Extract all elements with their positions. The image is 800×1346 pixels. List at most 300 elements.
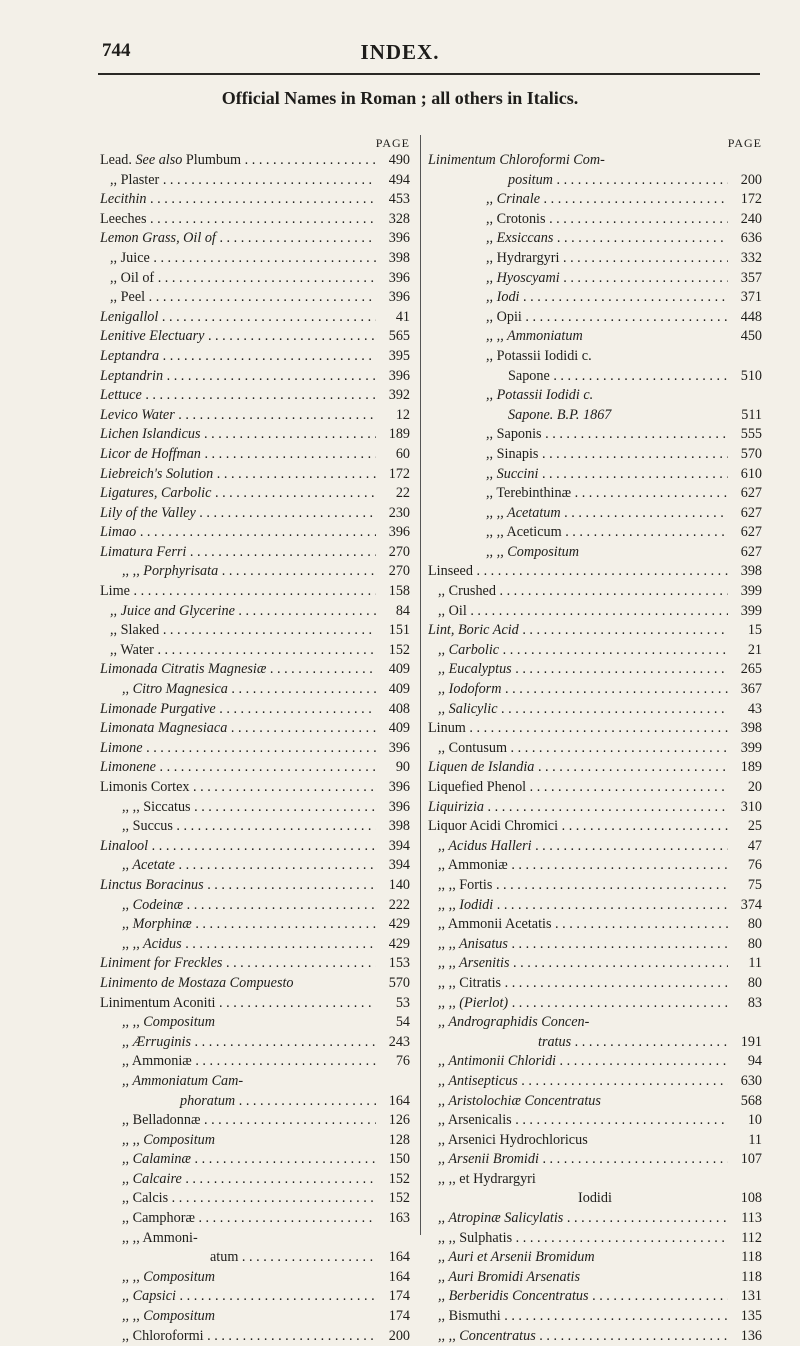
entry-page: 83 [728,994,762,1014]
entry-page: 10 [728,1111,762,1131]
index-entry [428,484,762,504]
entry-name: ,, Acetate . . . [100,856,376,876]
index-entry [428,935,762,955]
index-entry [100,876,410,896]
entry-name: ,, Chloroformi . . . [100,1327,376,1346]
index-entry [100,739,410,759]
index-entry [428,582,762,602]
index-entry [100,288,410,308]
entry-page: 21 [728,641,762,661]
entry-name: Licor de Hoffman . . . [100,445,376,465]
entry-page: 108 [728,1189,762,1209]
entry-page: 200 [728,171,762,191]
index-entry [100,1092,410,1112]
entry-name: ,, Oil of . . . [100,269,376,289]
entry-page: 399 [728,602,762,622]
index-entry [428,1248,762,1268]
entry-page: 374 [728,896,762,916]
index-entry [100,700,410,720]
index-entry [428,817,762,837]
entry-name: ,, ,, et Hydrargyri [438,1170,536,1187]
entry-name: Linctus Boracinus . . . [100,876,376,896]
entry-page: 395 [376,347,410,367]
entry-page: 409 [376,660,410,680]
entry-name: ,, Exsiccans . . . [428,229,728,249]
entry-name: tratus . . . [428,1033,728,1053]
entry-page: 270 [376,562,410,582]
entry-name: ,, ,, Aceticum . . . [428,523,728,543]
index-entry [100,1248,410,1268]
entry-page: 409 [376,719,410,739]
entry-page: 118 [728,1268,762,1288]
index-entry [100,935,410,955]
entry-name: Sapone. B.P. 1867 [508,406,612,423]
entry-name: ,, Ammoniæ . . . [100,1052,376,1072]
entry-name: ,, Andrographidis Concen- [438,1014,590,1031]
entry-page: 490 [376,151,410,171]
entry-page: 172 [728,190,762,210]
entry-page: 76 [376,1052,410,1072]
entry-name: Limatura Ferri . . . [100,543,376,563]
entry-name: ,, Juice and Glycerine . . . [100,602,376,622]
entry-page: 367 [728,680,762,700]
index-entry [428,856,762,876]
entry-page: 494 [376,171,410,191]
index-entry [100,229,410,249]
right-page-label: PAGE [727,136,762,150]
entry-page: 396 [376,739,410,759]
entry-name: ,, Capsici . . . [100,1287,376,1307]
entry-name: ,, Antisepticus . . . [428,1072,728,1092]
index-entry [428,1209,762,1229]
entry-page: 398 [728,719,762,739]
entry-name: Liniment for Freckles . . . [100,954,376,974]
entry-name: ,, Eucalyptus . . . [428,660,728,680]
entry-name: ,, Auri et Arsenii Bromidum [438,1249,595,1266]
entry-name: ,, Citro Magnesica . . . [100,680,376,700]
entry-page: 398 [376,817,410,837]
entry-name: ,, Calaminæ . . . [100,1150,376,1170]
entry-page: 80 [728,935,762,955]
entry-page: 80 [728,974,762,994]
entry-name: ,, ,, Arsenitis . . . [428,954,728,974]
index-entry [428,876,762,896]
left-column [100,135,410,1346]
index-entry [428,739,762,759]
entry-name: ,, Ammoniæ . . . [428,856,728,876]
index-entry [100,523,410,543]
entry-page: 163 [376,1209,410,1229]
entry-name: atum . . . [100,1248,376,1268]
index-entry [428,1229,762,1249]
entry-page: 136 [728,1327,762,1346]
entry-name: Lichen Islandicus . . . [100,425,376,445]
index-entry [100,837,410,857]
entry-page: 450 [728,327,762,347]
entry-name: ,, ,, Acidus . . . [100,935,376,955]
entry-page: 151 [376,621,410,641]
entry-name: Leptandrin . . . [100,367,376,387]
entry-name: ,, Opii . . . [428,308,728,328]
entry-name: ,, Iodi . . . [428,288,728,308]
index-entry [100,798,410,818]
index-entry [100,602,410,622]
entry-name: Iodidi [578,1190,612,1207]
entry-page: 11 [728,954,762,974]
index-entry [428,621,762,641]
index-entry [100,269,410,289]
entry-name: ,, Aristolochiæ Concentratus [438,1092,601,1109]
index-entry [428,504,762,524]
index-entry [100,347,410,367]
entry-name: ,, Juice . . . [100,249,376,269]
entry-name: Lily of the Valley . . . [100,504,376,524]
index-entry [428,171,762,191]
index-entry [100,367,410,387]
index-entry [428,190,762,210]
entry-name: Limonade Purgative . . . [100,700,376,720]
entry-name: Lenitive Electuary . . . [100,327,376,347]
entry-page: 80 [728,915,762,935]
index-entry [100,386,410,406]
index-entry [428,1327,762,1346]
index-entry [100,484,410,504]
entry-page: 627 [728,484,762,504]
entry-name: Leeches . . . [100,210,376,230]
entry-name: ,, Auri Bromidi Arsenatis [438,1268,581,1285]
entry-name: ,, Calcis . . . [100,1189,376,1209]
entry-page: 128 [376,1131,410,1151]
index-entry [100,504,410,524]
index-entry [428,288,762,308]
entry-name: ,, ,, Acetatum . . . [428,504,728,524]
entry-name: ,, ,, Fortis . . . [428,876,728,896]
column-divider [420,135,421,1235]
entry-name: ,, Arsenicalis . . . [428,1111,728,1131]
entry-name: ,, Potassii Iodidi c. [486,347,592,364]
entry-name: ,, Slaked . . . [100,621,376,641]
entry-page: 429 [376,915,410,935]
index-entry [428,445,762,465]
entry-name: ,, ,, (Pierlot) . . . [428,994,728,1014]
entry-page: 174 [376,1307,410,1327]
index-entry [428,1307,762,1327]
entry-name: Lime . . . [100,582,376,602]
index-entry [428,915,762,935]
entry-name: ,, Ammoniatum Cam- [122,1072,244,1089]
entry-name: ,, Morphinæ . . . [100,915,376,935]
entry-page: 429 [376,935,410,955]
entry-page: 75 [728,876,762,896]
index-entry [428,1052,762,1072]
index-entry [428,308,762,328]
entry-page: 396 [376,367,410,387]
entry-name: ,, Ærruginis . . . [100,1033,376,1053]
index-entry [100,1189,410,1209]
entry-name: Liquor Acidi Chromici . . . [428,817,728,837]
index-entry [100,1229,410,1249]
section-title: Official Names in Roman ; all others in Italics. [221,88,579,108]
entry-page: 627 [728,523,762,543]
entry-name: ,, Antimonii Chloridi . . . [428,1052,728,1072]
page-number: 744 [102,40,131,61]
index-entry [428,837,762,857]
entry-name: ,, Atropinæ Salicylatis . . . [428,1209,728,1229]
entry-name: Lemon Grass, Oil of . . . [100,229,376,249]
entry-page: 270 [376,543,410,563]
entry-page: 555 [728,425,762,445]
entry-page: 328 [376,210,410,230]
index-entry [428,778,762,798]
index-entry [100,1150,410,1170]
entry-name: ,, Potassii Iodidi c. [486,387,594,404]
index-entry [428,406,762,426]
index-entry [100,171,410,191]
right-column [428,135,762,1346]
entry-name: Sapone . . . [428,367,728,387]
entry-page: 453 [376,190,410,210]
index-entry [100,856,410,876]
entry-name: ,, Water . . . [100,641,376,661]
index-entry [100,190,410,210]
entry-page: 164 [376,1268,410,1288]
entry-page: 565 [376,327,410,347]
left-page-label: PAGE [375,136,410,150]
entry-page: 152 [376,1189,410,1209]
entry-page: 570 [728,445,762,465]
index-entry [428,1033,762,1053]
entry-page: 153 [376,954,410,974]
index-entry [428,1189,762,1209]
entry-page: 392 [376,386,410,406]
entry-page: 243 [376,1033,410,1053]
entry-page: 94 [728,1052,762,1072]
entry-name: Linalool . . . [100,837,376,857]
entry-name: ,, Camphoræ . . . [100,1209,376,1229]
left-entries [100,151,410,1346]
index-entry [428,1131,762,1151]
index-entry [428,327,762,347]
index-entry [428,994,762,1014]
entry-name: ,, Hydrargyri . . . [428,249,728,269]
entry-name: Limonata Magnesiaca . . . [100,719,376,739]
index-entry [100,680,410,700]
index-entry [428,229,762,249]
entry-page: 84 [376,602,410,622]
entry-name: ,, Terebinthinæ . . . [428,484,728,504]
entry-page: 310 [728,798,762,818]
index-entry [428,758,762,778]
index-entry [100,582,410,602]
entry-page: 240 [728,210,762,230]
index-entry [428,562,762,582]
entry-name: ,, ,, Porphyrisata . . . [100,562,376,582]
index-entry [428,1092,762,1112]
entry-name: ,, ,, Citratis . . . [428,974,728,994]
index-entry [100,1268,410,1288]
entry-page: 25 [728,817,762,837]
entry-name: Liquen de Islandia . . . [428,758,728,778]
entry-name: ,, Oil . . . [428,602,728,622]
entry-page: 396 [376,523,410,543]
index-entry [428,1072,762,1092]
entry-page: 20 [728,778,762,798]
entry-name: Liquefied Phenol . . . [428,778,728,798]
index-entry [100,1287,410,1307]
entry-page: 398 [728,562,762,582]
index-entry [100,406,410,426]
index-entry [100,896,410,916]
entry-page: 396 [376,798,410,818]
entry-page: 570 [376,974,410,994]
entry-name: ,, Calcaire . . . [100,1170,376,1190]
index-entry [100,1131,410,1151]
entry-name: ,, Salicylic . . . [428,700,728,720]
entry-name: ,, Contusum . . . [428,739,728,759]
entry-name: ,, Crinale . . . [428,190,728,210]
index-entry [100,758,410,778]
index-entry [100,1307,410,1327]
entry-page: 396 [376,229,410,249]
index-entry [428,151,762,171]
entry-name: Linimentum Chloroformi Com- [428,152,605,168]
entry-name: ,, Plaster . . . [100,171,376,191]
entry-page: 90 [376,758,410,778]
entry-name: phoratum . . . [100,1092,376,1112]
index-entry [428,660,762,680]
index-entry [428,465,762,485]
index-entry [100,974,410,994]
entry-name: ,, Arsenici Hydrochloricus [438,1131,588,1148]
entry-name: ,, Ammonii Acetatis . . . [428,915,728,935]
index-entry [428,367,762,387]
entry-page: 60 [376,445,410,465]
index-entry [428,680,762,700]
entry-name: Lecithin . . . [100,190,376,210]
entry-name: Lead. See also Plumbum . . . [100,151,376,171]
index-entry [100,660,410,680]
index-entry [100,817,410,837]
index-entry [100,327,410,347]
entry-name: ,, ,, Compositum [122,1308,216,1325]
index-entry [428,347,762,367]
entry-name: Limone . . . [100,739,376,759]
index-entry [100,778,410,798]
entry-page: 107 [728,1150,762,1170]
entry-page: 396 [376,778,410,798]
index-entry [428,602,762,622]
entry-page: 76 [728,856,762,876]
entry-name: Linum . . . [428,719,728,739]
entry-name: ,, Saponis . . . [428,425,728,445]
entry-name: ,, ,, Concentratus . . . [428,1327,728,1346]
entry-page: 15 [728,621,762,641]
entry-name: Limonis Cortex . . . [100,778,376,798]
index-entry [428,1170,762,1190]
entry-page: 152 [376,641,410,661]
entry-page: 158 [376,582,410,602]
index-entry [428,249,762,269]
entry-page: 152 [376,1170,410,1190]
index-entry [428,523,762,543]
index-entry [428,1287,762,1307]
entry-page: 394 [376,837,410,857]
index-entry [428,700,762,720]
index-entry [100,1170,410,1190]
entry-page: 112 [728,1229,762,1249]
index-entry [100,1013,410,1033]
entry-name: ,, ,, Ammoniatum [486,328,583,345]
index-entry [428,1268,762,1288]
entry-page: 126 [376,1111,410,1131]
entry-name: ,, Crotonis . . . [428,210,728,230]
index-entry [428,1150,762,1170]
index-entry [100,1327,410,1346]
entry-page: 568 [728,1092,762,1112]
entry-page: 610 [728,465,762,485]
entry-page: 399 [728,582,762,602]
entry-page: 131 [728,1287,762,1307]
index-entry [100,621,410,641]
entry-page: 265 [728,660,762,680]
entry-name: ,, ,, Anisatus . . . [428,935,728,955]
entry-page: 41 [376,308,410,328]
index-entry [100,1111,410,1131]
index-entry [100,210,410,230]
index-entry [100,425,410,445]
entry-page: 627 [728,504,762,524]
entry-name: Leptandra . . . [100,347,376,367]
index-entry [428,543,762,563]
entry-page: 113 [728,1209,762,1229]
entry-page: 636 [728,229,762,249]
entry-page: 371 [728,288,762,308]
entry-page: 399 [728,739,762,759]
entry-page: 140 [376,876,410,896]
right-entries [428,151,762,1346]
entry-page: 135 [728,1307,762,1327]
entry-page: 409 [376,680,410,700]
entry-page: 11 [728,1131,762,1151]
index-entry [100,994,410,1014]
entry-page: 172 [376,465,410,485]
entry-name: Limonada Citratis Magnesiæ . . . [100,660,376,680]
index-entry [428,974,762,994]
index-entry [428,719,762,739]
entry-page: 357 [728,269,762,289]
entry-name: Linimento de Mostaza Compuesto [100,974,294,991]
entry-name: Lettuce . . . [100,386,376,406]
index-entry [428,1013,762,1033]
index-entry [100,465,410,485]
entry-name: Linseed . . . [428,562,728,582]
entry-page: 191 [728,1033,762,1053]
entry-page: 189 [376,425,410,445]
entry-name: ,, ,, Compositum [122,1131,216,1148]
entry-name: ,, Carbolic . . . [428,641,728,661]
entry-page: 510 [728,367,762,387]
index-entry [428,798,762,818]
index-entry [100,543,410,563]
entry-name: Lenigallol . . . [100,308,376,328]
entry-name: ,, Succini . . . [428,465,728,485]
entry-name: ,, ,, Compositum [486,543,580,560]
entry-name: ,, ,, Iodidi . . . [428,896,728,916]
index-entry [428,210,762,230]
entry-name: positum . . . [428,171,728,191]
index-entry [100,1072,410,1092]
entry-page: 627 [728,543,762,563]
